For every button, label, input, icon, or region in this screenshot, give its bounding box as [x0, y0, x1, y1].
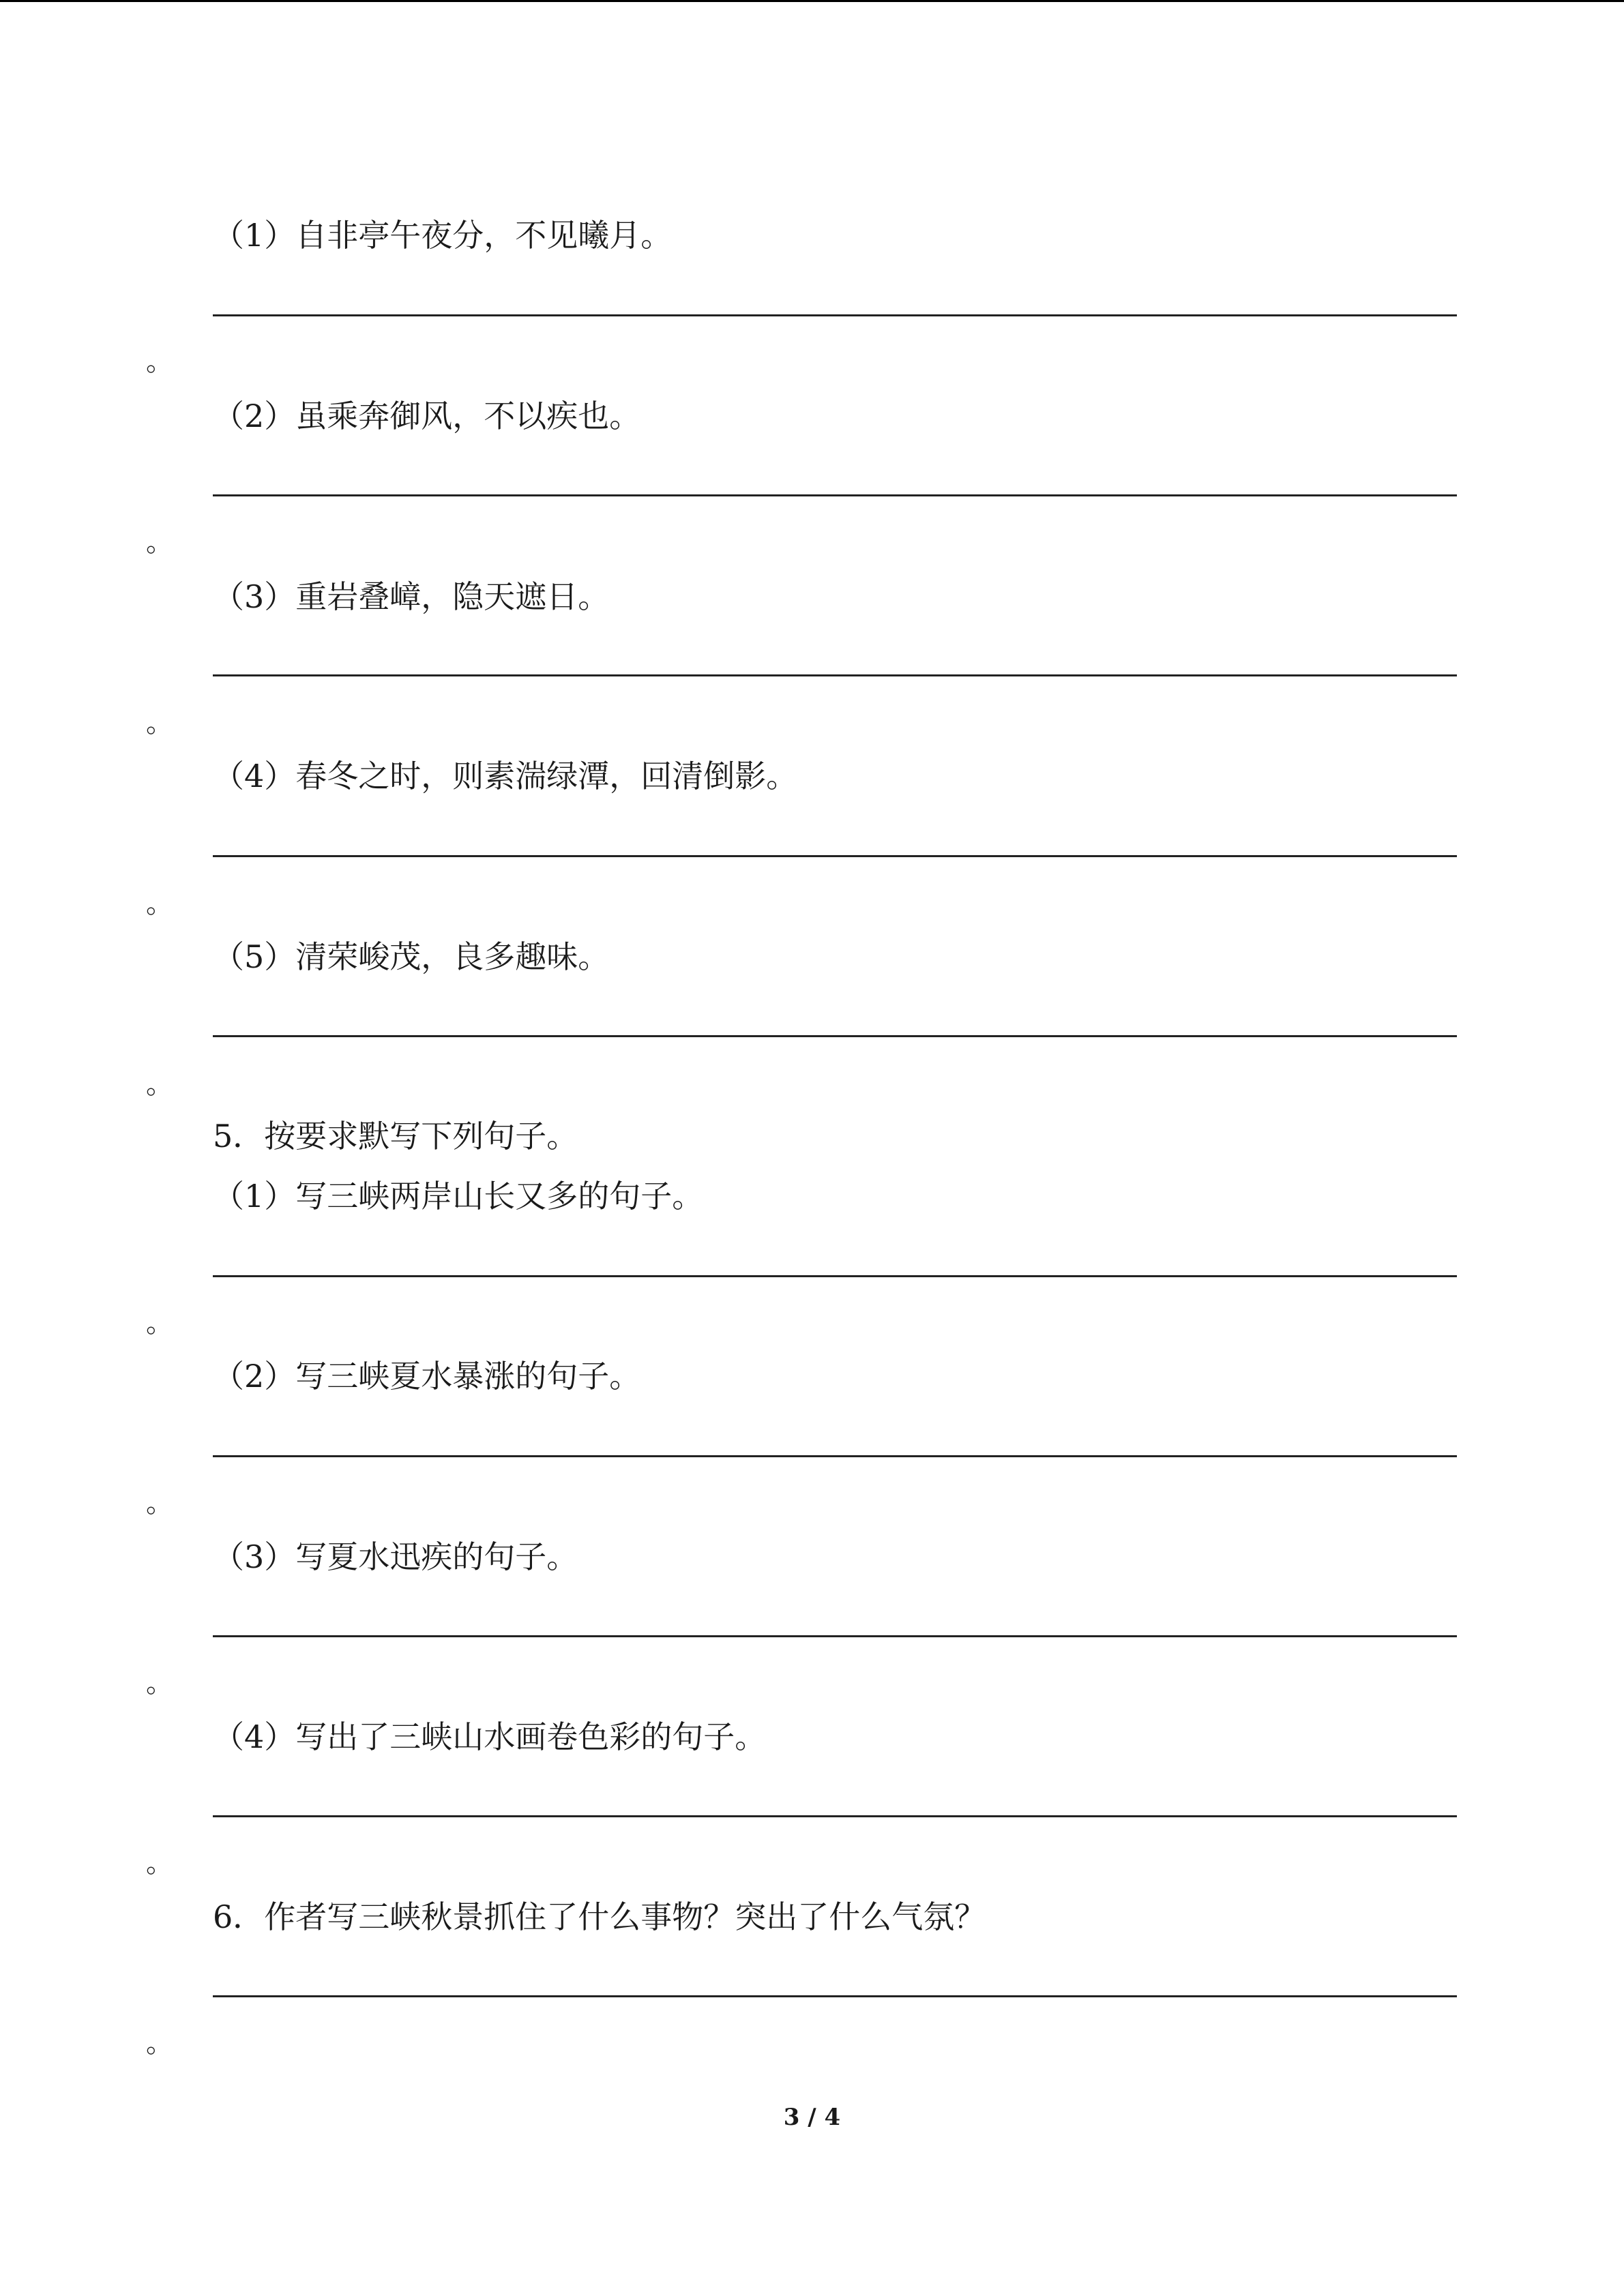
- end-mark-q6: 。: [146, 2027, 173, 2059]
- answer-line-q6[interactable]: [213, 1995, 1457, 1997]
- end-mark-q4-1: 。: [146, 346, 173, 377]
- item-q4-3: （3）重岩叠嶂，隐天遮日。: [213, 578, 610, 615]
- answer-line-q5-4[interactable]: [213, 1815, 1457, 1817]
- item-q5-1: （1）写三峡两岸山长又多的句子。: [213, 1178, 704, 1214]
- end-mark-q4-5: 。: [146, 1069, 173, 1100]
- answer-line-q5-3[interactable]: [213, 1635, 1457, 1637]
- item-q4-1: （1）自非亭午夜分，不见曦月。: [213, 217, 673, 254]
- end-mark-q4-2: 。: [146, 526, 173, 558]
- end-mark-q5-3: 。: [146, 1667, 173, 1699]
- page-number: 3 / 4: [783, 2104, 841, 2131]
- answer-line-q4-5[interactable]: [213, 1035, 1457, 1037]
- answer-line-q5-1[interactable]: [213, 1275, 1457, 1277]
- item-q4-2: （2）虽乘奔御风，不以疾也。: [213, 398, 641, 434]
- answer-line-q5-2[interactable]: [213, 1455, 1457, 1457]
- top-border: [0, 0, 1624, 2]
- end-mark-q5-4: 。: [146, 1847, 173, 1879]
- question-5-heading: 5．按要求默写下列句子。: [213, 1118, 578, 1154]
- end-mark-q5-2: 。: [146, 1487, 173, 1519]
- item-q4-5: （5）清荣峻茂，良多趣味。: [213, 938, 610, 975]
- question-6-text: 6．作者写三峡秋景抓住了什么事物？突出了什么气氛？: [213, 1898, 986, 1935]
- answer-line-q4-3[interactable]: [213, 674, 1457, 676]
- item-q5-2: （2）写三峡夏水暴涨的句子。: [213, 1358, 641, 1395]
- answer-line-q4-4[interactable]: [213, 855, 1457, 857]
- end-mark-q5-1: 。: [146, 1307, 173, 1339]
- item-q4-4: （4）春冬之时，则素湍绿潭，回清倒影。: [213, 758, 798, 794]
- item-q5-4: （4）写出了三峡山水画卷色彩的句子。: [213, 1718, 767, 1755]
- answer-line-q4-2[interactable]: [213, 494, 1457, 496]
- answer-line-q4-1[interactable]: [213, 314, 1457, 316]
- item-q5-3: （3）写夏水迅疾的句子。: [213, 1538, 578, 1575]
- end-mark-q4-4: 。: [146, 888, 173, 919]
- end-mark-q4-3: 。: [146, 707, 173, 739]
